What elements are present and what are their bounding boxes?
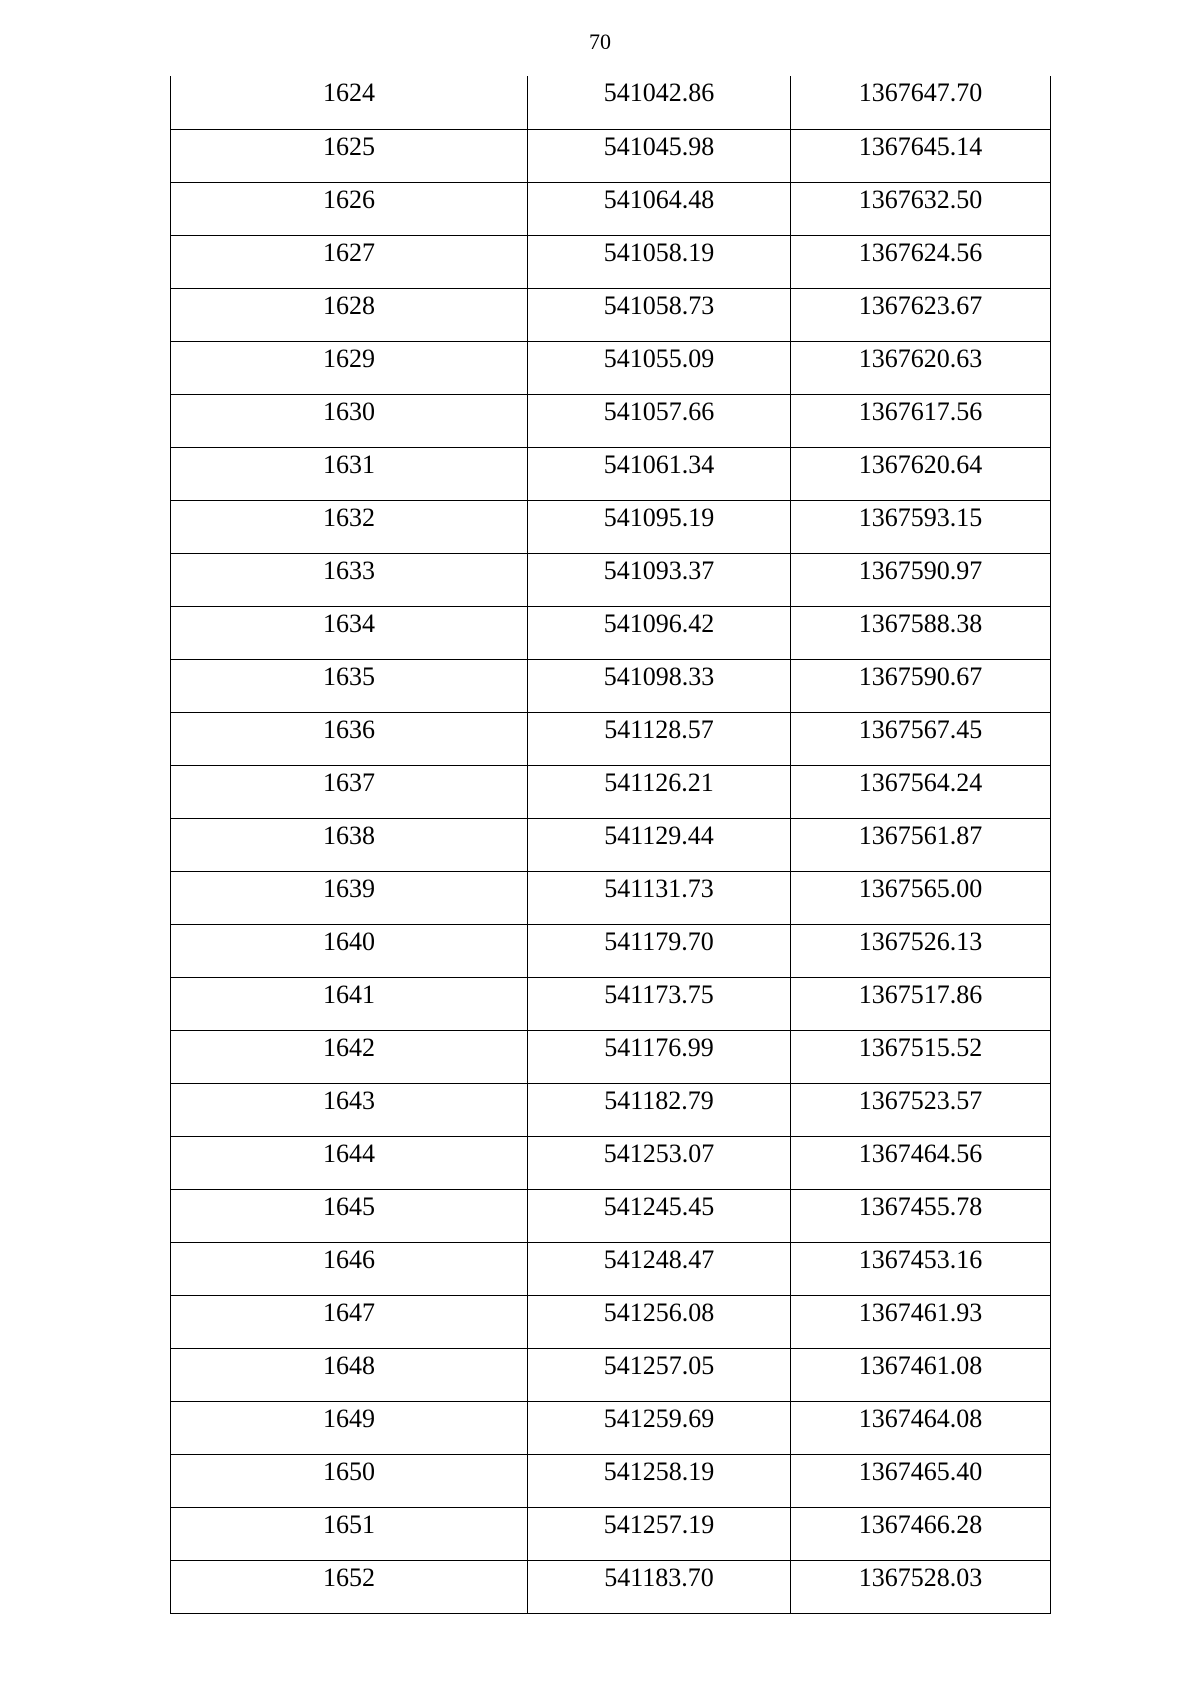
y-coordinate-cell: 1367565.00 <box>791 871 1051 924</box>
table-row <box>171 500 1051 553</box>
y-coordinate-cell: 1367453.16 <box>791 1242 1051 1295</box>
table-row <box>171 1189 1051 1242</box>
x-coordinate-cell: 541098.33 <box>528 659 791 712</box>
x-coordinate-cell: 541095.19 <box>528 500 791 553</box>
y-coordinate-cell: 1367564.24 <box>791 765 1051 818</box>
point-number-cell: 1652 <box>171 1560 528 1613</box>
y-coordinate-cell: 1367461.93 <box>791 1295 1051 1348</box>
point-number-cell: 1626 <box>171 182 528 235</box>
point-number-cell: 1642 <box>171 1030 528 1083</box>
coordinates-table <box>170 76 1051 1614</box>
x-coordinate-cell: 541055.09 <box>528 341 791 394</box>
point-number-cell: 1649 <box>171 1401 528 1454</box>
y-coordinate-cell: 1367617.56 <box>791 394 1051 447</box>
point-number-cell: 1641 <box>171 977 528 1030</box>
table-row <box>171 182 1051 235</box>
x-coordinate-cell: 541248.47 <box>528 1242 791 1295</box>
x-coordinate-cell: 541179.70 <box>528 924 791 977</box>
x-coordinate-cell: 541057.66 <box>528 394 791 447</box>
point-number-cell: 1645 <box>171 1189 528 1242</box>
table-row <box>171 553 1051 606</box>
y-coordinate-cell: 1367465.40 <box>791 1454 1051 1507</box>
table-row <box>171 1401 1051 1454</box>
table-row <box>171 341 1051 394</box>
y-coordinate-cell: 1367528.03 <box>791 1560 1051 1613</box>
x-coordinate-cell: 541245.45 <box>528 1189 791 1242</box>
table-row <box>171 1560 1051 1613</box>
table-row <box>171 871 1051 924</box>
table-row <box>171 76 1051 129</box>
y-coordinate-cell: 1367466.28 <box>791 1507 1051 1560</box>
y-coordinate-cell: 1367561.87 <box>791 818 1051 871</box>
x-coordinate-cell: 541253.07 <box>528 1136 791 1189</box>
table-row <box>171 977 1051 1030</box>
point-number-cell: 1638 <box>171 818 528 871</box>
point-number-cell: 1639 <box>171 871 528 924</box>
y-coordinate-cell: 1367623.67 <box>791 288 1051 341</box>
y-coordinate-cell: 1367632.50 <box>791 182 1051 235</box>
y-coordinate-cell: 1367461.08 <box>791 1348 1051 1401</box>
x-coordinate-cell: 541061.34 <box>528 447 791 500</box>
y-coordinate-cell: 1367647.70 <box>791 76 1051 129</box>
x-coordinate-cell: 541183.70 <box>528 1560 791 1613</box>
coordinates-table-body <box>171 76 1051 1613</box>
point-number-cell: 1644 <box>171 1136 528 1189</box>
table-row <box>171 1454 1051 1507</box>
x-coordinate-cell: 541131.73 <box>528 871 791 924</box>
point-number-cell: 1635 <box>171 659 528 712</box>
table-row <box>171 235 1051 288</box>
point-number-cell: 1647 <box>171 1295 528 1348</box>
point-number-cell: 1648 <box>171 1348 528 1401</box>
x-coordinate-cell: 541058.19 <box>528 235 791 288</box>
point-number-cell: 1631 <box>171 447 528 500</box>
point-number-cell: 1637 <box>171 765 528 818</box>
y-coordinate-cell: 1367464.08 <box>791 1401 1051 1454</box>
y-coordinate-cell: 1367645.14 <box>791 129 1051 182</box>
x-coordinate-cell: 541257.19 <box>528 1507 791 1560</box>
point-number-cell: 1643 <box>171 1083 528 1136</box>
x-coordinate-cell: 541182.79 <box>528 1083 791 1136</box>
table-row <box>171 1136 1051 1189</box>
point-number-cell: 1650 <box>171 1454 528 1507</box>
point-number-cell: 1634 <box>171 606 528 659</box>
table-row <box>171 288 1051 341</box>
table-row <box>171 818 1051 871</box>
x-coordinate-cell: 541173.75 <box>528 977 791 1030</box>
table-row <box>171 1507 1051 1560</box>
point-number-cell: 1646 <box>171 1242 528 1295</box>
table-row <box>171 924 1051 977</box>
y-coordinate-cell: 1367593.15 <box>791 500 1051 553</box>
y-coordinate-cell: 1367526.13 <box>791 924 1051 977</box>
x-coordinate-cell: 541093.37 <box>528 553 791 606</box>
point-number-cell: 1640 <box>171 924 528 977</box>
x-coordinate-cell: 541064.48 <box>528 182 791 235</box>
x-coordinate-cell: 541096.42 <box>528 606 791 659</box>
table-row <box>171 394 1051 447</box>
y-coordinate-cell: 1367567.45 <box>791 712 1051 765</box>
x-coordinate-cell: 541259.69 <box>528 1401 791 1454</box>
y-coordinate-cell: 1367515.52 <box>791 1030 1051 1083</box>
point-number-cell: 1628 <box>171 288 528 341</box>
table-row <box>171 447 1051 500</box>
table-row <box>171 659 1051 712</box>
point-number-cell: 1625 <box>171 129 528 182</box>
table-row <box>171 1030 1051 1083</box>
point-number-cell: 1632 <box>171 500 528 553</box>
x-coordinate-cell: 541257.05 <box>528 1348 791 1401</box>
y-coordinate-cell: 1367517.86 <box>791 977 1051 1030</box>
point-number-cell: 1630 <box>171 394 528 447</box>
table-row <box>171 129 1051 182</box>
point-number-cell: 1629 <box>171 341 528 394</box>
point-number-cell: 1627 <box>171 235 528 288</box>
x-coordinate-cell: 541129.44 <box>528 818 791 871</box>
page-number: 70 <box>589 29 611 54</box>
y-coordinate-cell: 1367620.63 <box>791 341 1051 394</box>
y-coordinate-cell: 1367464.56 <box>791 1136 1051 1189</box>
table-row <box>171 765 1051 818</box>
y-coordinate-cell: 1367588.38 <box>791 606 1051 659</box>
y-coordinate-cell: 1367620.64 <box>791 447 1051 500</box>
table-row <box>171 712 1051 765</box>
y-coordinate-cell: 1367590.67 <box>791 659 1051 712</box>
point-number-cell: 1636 <box>171 712 528 765</box>
point-number-cell: 1633 <box>171 553 528 606</box>
x-coordinate-cell: 541045.98 <box>528 129 791 182</box>
table-row <box>171 1083 1051 1136</box>
y-coordinate-cell: 1367523.57 <box>791 1083 1051 1136</box>
x-coordinate-cell: 541126.21 <box>528 765 791 818</box>
point-number-cell: 1651 <box>171 1507 528 1560</box>
table-row <box>171 1295 1051 1348</box>
x-coordinate-cell: 541128.57 <box>528 712 791 765</box>
y-coordinate-cell: 1367624.56 <box>791 235 1051 288</box>
y-coordinate-cell: 1367590.97 <box>791 553 1051 606</box>
table-row <box>171 606 1051 659</box>
x-coordinate-cell: 541258.19 <box>528 1454 791 1507</box>
table-row <box>171 1242 1051 1295</box>
x-coordinate-cell: 541256.08 <box>528 1295 791 1348</box>
table-row <box>171 1348 1051 1401</box>
y-coordinate-cell: 1367455.78 <box>791 1189 1051 1242</box>
x-coordinate-cell: 541176.99 <box>528 1030 791 1083</box>
x-coordinate-cell: 541058.73 <box>528 288 791 341</box>
x-coordinate-cell: 541042.86 <box>528 76 791 129</box>
point-number-cell: 1624 <box>171 76 528 129</box>
